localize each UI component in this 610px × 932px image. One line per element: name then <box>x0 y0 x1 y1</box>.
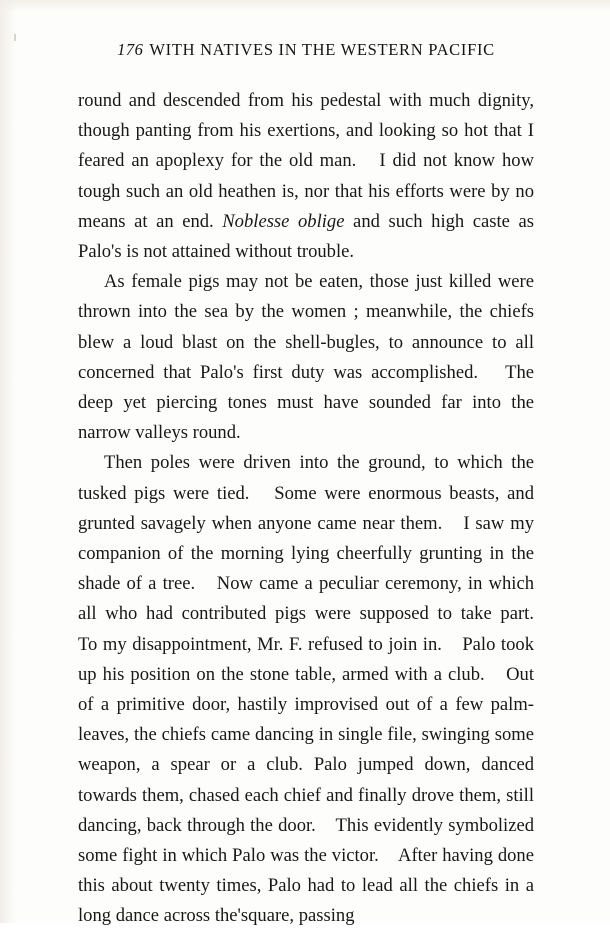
page-number: 176 <box>117 40 144 59</box>
page-top-shadow <box>0 0 610 12</box>
paragraph: round and descended from his pedestal with much dignity, though panting from his exertions, and looking so hot that I feared an apoplexy for the old man. I did not know how tough such an old heathen is, nor that his efforts were by no means at an end. Noblesse oblige and such high caste as Palo's is not attained without trouble. <box>78 90 535 263</box>
page-speck <box>14 34 16 41</box>
book-title: WITH NATIVES IN THE WESTERN PACIFIC <box>149 40 495 59</box>
page-content <box>78 40 553 932</box>
page-left-shadow <box>0 0 16 923</box>
paragraph: Then poles were driven into the ground, to which the tusked pigs were tied. Some were enormous beasts, and grunted savagely when anyone came near them. I saw my companion of the morning lying cheerfully grunting in the shade of a tree. Now came a peculiar ceremony, in which all who had contributed pigs were supposed to take part. To my disappointment, Mr. F. refused to join in. Palo took up his position on the stone table, armed with a club. Out of a primitive door, hastily improvised out of a few palm-leaves, the chiefs came dancing in single file, swinging some weapon, a spear or a club. Palo jumped down, danced towards them, chased each chief and finally drove them, still dancing, back through the door. This evidently symbolized some fight in which Palo was the victor. After having done this about twenty times, Palo had to lead all the chiefs in a long dance across the'square, passing <box>78 452 553 927</box>
body-text <box>78 86 553 932</box>
paragraph: As female pigs may not be eaten, those just killed were thrown into the sea by the women ; meanwhile, the chiefs blew a loud blast on the shell-bugles, to announce to all concerned that Palo's first duty was accomplished. The deep yet piercing tones must have sounded far into the narrow valleys round. <box>78 271 534 444</box>
running-head <box>78 40 534 60</box>
